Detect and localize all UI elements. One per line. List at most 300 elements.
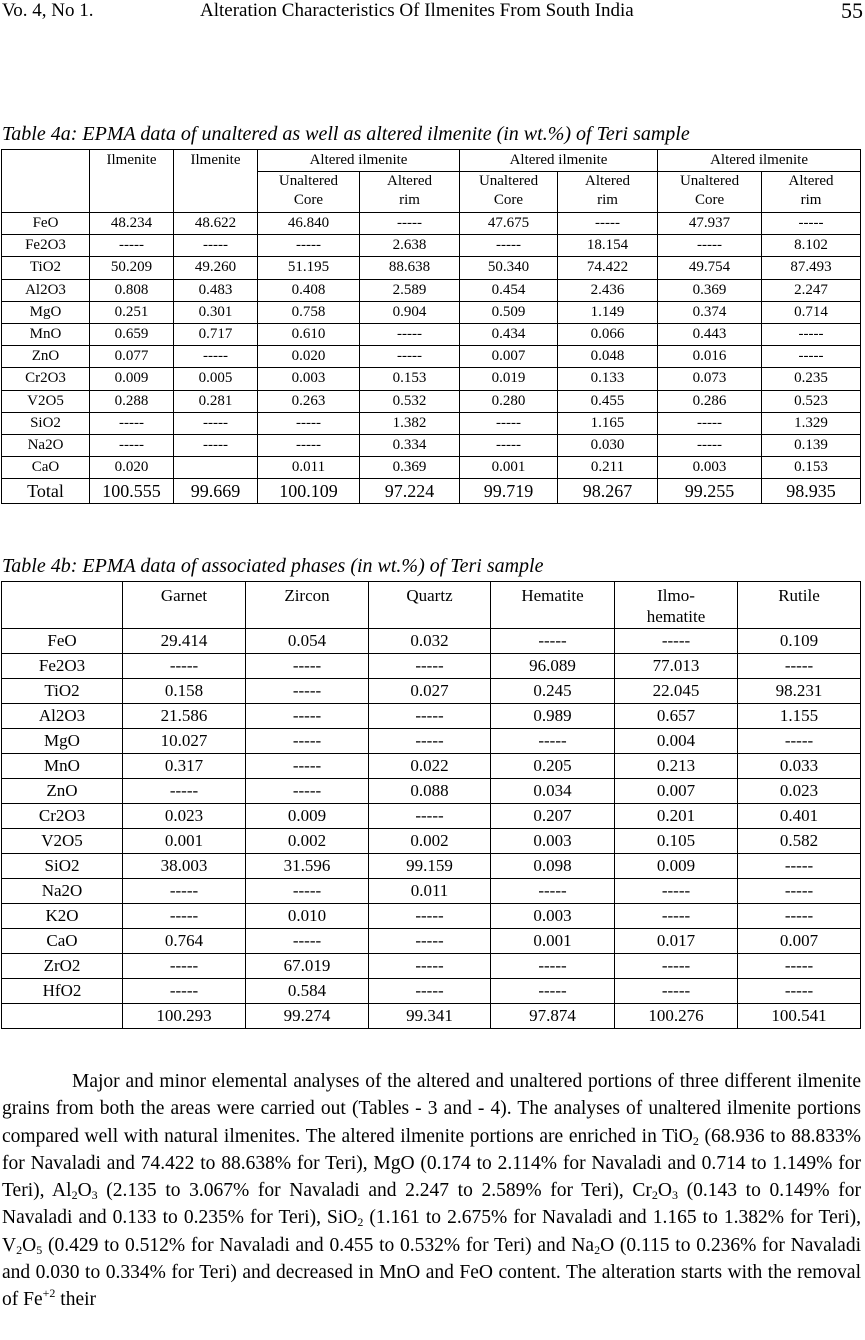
table-cell: ----- — [123, 654, 246, 679]
table-row — [2, 829, 861, 854]
column-subheader: Unaltered Core — [658, 172, 762, 213]
table-cell: 98.935 — [762, 479, 861, 504]
table-cell: 0.904 — [360, 301, 460, 323]
table-row — [2, 979, 861, 1004]
table-cell: ----- — [123, 954, 246, 979]
table-cell: 0.033 — [738, 754, 861, 779]
table-cell: 88.638 — [360, 257, 460, 279]
table-cell: 0.443 — [658, 323, 762, 345]
text-run: Major and minor elemental analyses of the altered and unaltered portions of three different ilmenite grains from both the areas were carried out (Tables - 3 and - 4). The analyses of unaltered ilmenite portions compared well with natural ilmenites. The altered ilmenite portions are enriched in TiO — [2, 1071, 861, 1147]
table-cell: 0.098 — [491, 854, 615, 879]
row-label: ZnO — [2, 346, 90, 368]
row-label: MgO — [2, 301, 90, 323]
table-cell: ----- — [369, 704, 491, 729]
table-cell: 0.483 — [174, 279, 258, 301]
table-cell: 0.073 — [658, 368, 762, 390]
table-row — [2, 779, 861, 804]
table-cell: 0.139 — [762, 434, 861, 456]
row-label: MgO — [2, 729, 123, 754]
table-cell: 0.659 — [90, 323, 174, 345]
row-label: FeO — [2, 629, 123, 654]
table-row — [2, 257, 861, 279]
table-cell: 0.509 — [460, 301, 558, 323]
row-label: TiO2 — [2, 257, 90, 279]
table-cell: ----- — [738, 979, 861, 1004]
table-cell: 0.007 — [615, 779, 738, 804]
table-cell: ----- — [460, 434, 558, 456]
table-cell: 0.280 — [460, 390, 558, 412]
table-cell: 99.341 — [369, 1004, 491, 1029]
table-cell: ----- — [90, 235, 174, 257]
subscript: 2 — [357, 1215, 364, 1230]
table-cell: 46.840 — [258, 213, 360, 235]
table-cell: 2.247 — [762, 279, 861, 301]
table-cell: 98.267 — [558, 479, 658, 504]
total-row — [2, 479, 861, 504]
table-cell: 0.369 — [360, 457, 460, 479]
table-cell: 0.532 — [360, 390, 460, 412]
table-cell: 38.003 — [123, 854, 246, 879]
table-cell: ----- — [246, 754, 369, 779]
table-cell: 50.340 — [460, 257, 558, 279]
table-cell: 100.109 — [258, 479, 360, 504]
subscript: 2 — [16, 1242, 23, 1257]
table-cell: 100.293 — [123, 1004, 246, 1029]
table-cell: ----- — [246, 704, 369, 729]
table-cell: ----- — [738, 954, 861, 979]
table-row — [2, 929, 861, 954]
table-cell: 99.255 — [658, 479, 762, 504]
table-cell: 0.020 — [258, 346, 360, 368]
table-cell: ----- — [360, 346, 460, 368]
table-cell: 0.002 — [246, 829, 369, 854]
table-row — [2, 904, 861, 929]
table-cell: 0.657 — [615, 704, 738, 729]
table-cell: 1.149 — [558, 301, 658, 323]
table-cell: 0.032 — [369, 629, 491, 654]
table-cell: 49.754 — [658, 257, 762, 279]
table-cell: 0.717 — [174, 323, 258, 345]
table-cell: 0.317 — [123, 754, 246, 779]
table-row — [2, 804, 861, 829]
text-run: their — [55, 1289, 97, 1311]
table-row — [2, 679, 861, 704]
table-cell: ----- — [615, 904, 738, 929]
table-cell: 0.066 — [558, 323, 658, 345]
running-header — [0, 0, 865, 28]
table-cell: 0.408 — [258, 279, 360, 301]
row-label: Fe2O3 — [2, 235, 90, 257]
table-cell: 0.105 — [615, 829, 738, 854]
table-row — [2, 368, 861, 390]
table-cell: 0.281 — [174, 390, 258, 412]
table-cell: 21.586 — [123, 704, 246, 729]
table-cell: 98.231 — [738, 679, 861, 704]
table-cell: 0.582 — [738, 829, 861, 854]
table-row — [2, 390, 861, 412]
table-cell: ----- — [738, 854, 861, 879]
column-subheader: Altered rim — [360, 172, 460, 213]
table-cell: 22.045 — [615, 679, 738, 704]
column-header: Rutile — [738, 582, 861, 629]
column-header: Ilmenite — [90, 150, 174, 213]
table-cell: 0.401 — [738, 804, 861, 829]
table-cell: 0.207 — [491, 804, 615, 829]
table-cell: ----- — [491, 729, 615, 754]
table-cell: ----- — [246, 779, 369, 804]
table-row — [2, 729, 861, 754]
table-cell: 0.133 — [558, 368, 658, 390]
text-run: O (0.115 to 0.236% for Navaladi and 0.030 to 0.334% for Teri) and decreased in MnO and FeO content. The alteration starts with the removal of Fe — [2, 1234, 861, 1311]
table-cell: ----- — [369, 729, 491, 754]
table-row — [2, 854, 861, 879]
table-row — [2, 213, 861, 235]
table-cell: ----- — [558, 213, 658, 235]
table-cell: 47.937 — [658, 213, 762, 235]
table-cell: 0.088 — [369, 779, 491, 804]
table-cell: 1.382 — [360, 412, 460, 434]
table-row — [2, 412, 861, 434]
table-cell: 99.669 — [174, 479, 258, 504]
table-cell: 0.034 — [491, 779, 615, 804]
table-cell: ----- — [615, 979, 738, 1004]
table-cell: ----- — [369, 954, 491, 979]
text-run: (68.936 to 88.833% for Navaladi and 74.422 to 88.638% for Teri), MgO (0.174 to 2.114% for Navaladi and 0.714 to 1.149% for Teri), Al — [2, 1125, 861, 1202]
table-cell: 99.719 — [460, 479, 558, 504]
table-cell: 31.596 — [246, 854, 369, 879]
table-row — [2, 279, 861, 301]
table-cell: 74.422 — [558, 257, 658, 279]
row-label: FeO — [2, 213, 90, 235]
table-cell: ----- — [246, 879, 369, 904]
table-cell: 0.077 — [90, 346, 174, 368]
table-row — [2, 1004, 861, 1029]
table-cell: 0.001 — [460, 457, 558, 479]
table-cell: ----- — [369, 904, 491, 929]
table-cell: 0.009 — [246, 804, 369, 829]
text-run: (1.161 to 2.675% for Navaladi and 1.165 to 1.382% for Teri), V — [2, 1207, 861, 1256]
table-cell: 0.022 — [369, 754, 491, 779]
table-cell: 99.159 — [369, 854, 491, 879]
page-number: 55 — [841, 0, 863, 23]
column-subheader: Unaltered Core — [460, 172, 558, 213]
subscript: 5 — [36, 1242, 43, 1257]
table-cell: 0.023 — [123, 804, 246, 829]
table-cell: 0.153 — [762, 457, 861, 479]
table-cell: 99.274 — [246, 1004, 369, 1029]
table-cell: 67.019 — [246, 954, 369, 979]
table-cell: 0.714 — [762, 301, 861, 323]
body-paragraph — [2, 1068, 861, 1314]
table-row — [2, 346, 861, 368]
column-group-header: Altered ilmenite — [460, 150, 658, 172]
row-label: MnO — [2, 754, 123, 779]
table-cell: 0.010 — [246, 904, 369, 929]
table-cell: ----- — [738, 879, 861, 904]
table-cell: 29.414 — [123, 629, 246, 654]
table-cell: 0.211 — [558, 457, 658, 479]
row-label: Fe2O3 — [2, 654, 123, 679]
table-cell: 0.011 — [258, 457, 360, 479]
table-cell: ----- — [123, 904, 246, 929]
table-cell: ----- — [491, 954, 615, 979]
table-cell: 0.374 — [658, 301, 762, 323]
text-run: (2.135 to 3.067% for Navaladi and 2.247 to 2.589% for Teri), Cr — [97, 1180, 652, 1202]
table-cell: 0.213 — [615, 754, 738, 779]
table-cell: ----- — [246, 729, 369, 754]
table-cell: 96.089 — [491, 654, 615, 679]
subscript: 2 — [71, 1188, 78, 1203]
table-cell: ----- — [658, 412, 762, 434]
table-row — [2, 754, 861, 779]
row-label: V2O5 — [2, 829, 123, 854]
table-cell: 51.195 — [258, 257, 360, 279]
table-cell: 0.764 — [123, 929, 246, 954]
table-cell: ----- — [258, 434, 360, 456]
table-cell: ----- — [90, 412, 174, 434]
table-row — [2, 457, 861, 479]
table-cell: 0.005 — [174, 368, 258, 390]
table-cell: 97.874 — [491, 1004, 615, 1029]
table-row — [2, 654, 861, 679]
table-cell: 0.054 — [246, 629, 369, 654]
subscript: 2 — [594, 1242, 601, 1257]
subscript: 2 — [651, 1188, 658, 1203]
column-subheader: Altered rim — [762, 172, 861, 213]
column-header: Zircon — [246, 582, 369, 629]
text-run: O — [657, 1180, 672, 1202]
table-cell: 0.002 — [369, 829, 491, 854]
table-cell: 0.301 — [174, 301, 258, 323]
table-cell: 48.622 — [174, 213, 258, 235]
table-cell: ----- — [246, 929, 369, 954]
table-cell: 0.808 — [90, 279, 174, 301]
table-cell: 0.989 — [491, 704, 615, 729]
table-cell: 0.758 — [258, 301, 360, 323]
table-cell: 100.555 — [90, 479, 174, 504]
table-row — [2, 954, 861, 979]
table-cell: 0.003 — [258, 368, 360, 390]
table-cell: 0.201 — [615, 804, 738, 829]
table-cell: ----- — [174, 412, 258, 434]
table-cell: 0.011 — [369, 879, 491, 904]
subscript: 2 — [692, 1133, 699, 1148]
table-cell: 47.675 — [460, 213, 558, 235]
table-cell: 49.260 — [174, 257, 258, 279]
table-cell: ----- — [369, 929, 491, 954]
table-cell: 0.004 — [615, 729, 738, 754]
row-label: CaO — [2, 457, 90, 479]
table-4a — [1, 149, 861, 504]
table-cell: ----- — [369, 654, 491, 679]
row-label: Cr2O3 — [2, 368, 90, 390]
table-cell: 0.003 — [491, 904, 615, 929]
table-cell: ----- — [360, 323, 460, 345]
table-cell: ----- — [369, 979, 491, 1004]
row-label: SiO2 — [2, 412, 90, 434]
table-row — [2, 323, 861, 345]
paragraph-text — [2, 1068, 861, 1314]
table-cell: 50.209 — [90, 257, 174, 279]
table-cell: 0.286 — [658, 390, 762, 412]
table-cell: 2.589 — [360, 279, 460, 301]
table-cell: 0.001 — [123, 829, 246, 854]
table-4b-header-row — [2, 582, 861, 629]
table-cell: 0.235 — [762, 368, 861, 390]
row-label: Cr2O3 — [2, 804, 123, 829]
table-cell: 0.455 — [558, 390, 658, 412]
row-label: TiO2 — [2, 679, 123, 704]
table-cell: 2.436 — [558, 279, 658, 301]
column-header: Hematite — [491, 582, 615, 629]
table-cell: 0.020 — [90, 457, 174, 479]
table-cell: 0.003 — [658, 457, 762, 479]
row-label: Na2O — [2, 434, 90, 456]
table-cell: 0.263 — [258, 390, 360, 412]
table-cell: 0.019 — [460, 368, 558, 390]
table-row — [2, 235, 861, 257]
column-header: Quartz — [369, 582, 491, 629]
table-cell: 18.154 — [558, 235, 658, 257]
table-cell: 0.003 — [491, 829, 615, 854]
table-cell: 1.329 — [762, 412, 861, 434]
text-run: (0.429 to 0.512% for Navaladi and 0.455 to 0.532% for Teri) and Na — [42, 1234, 595, 1256]
table-cell: ----- — [258, 235, 360, 257]
table-cell: ----- — [246, 654, 369, 679]
table-4b-caption: Table 4b: EPMA data of associated phases (in wt.%) of Teri sample — [2, 555, 544, 577]
table-cell: 0.007 — [738, 929, 861, 954]
column-subheader: Unaltered Core — [258, 172, 360, 213]
table-cell: ----- — [460, 412, 558, 434]
table-cell: 100.276 — [615, 1004, 738, 1029]
table-cell: ----- — [123, 979, 246, 1004]
row-label: MnO — [2, 323, 90, 345]
table-cell: ----- — [658, 434, 762, 456]
table-4a-caption: Table 4a: EPMA data of unaltered as well as altered ilmenite (in wt.%) of Teri sample — [2, 123, 690, 145]
table-cell: 2.638 — [360, 235, 460, 257]
table-cell: 0.158 — [123, 679, 246, 704]
table-cell: 0.245 — [491, 679, 615, 704]
table-cell: ----- — [615, 954, 738, 979]
table-cell: 1.155 — [738, 704, 861, 729]
table-cell: 0.027 — [369, 679, 491, 704]
column-header: Garnet — [123, 582, 246, 629]
table-cell: ----- — [738, 904, 861, 929]
table-cell: 0.369 — [658, 279, 762, 301]
running-title: Alteration Characteristics Of Ilmenites From South India — [200, 0, 634, 21]
row-label: Total — [2, 479, 90, 504]
table-cell: ----- — [762, 323, 861, 345]
table-row — [2, 879, 861, 904]
table-row — [2, 629, 861, 654]
table-cell: ----- — [174, 434, 258, 456]
table-cell: 97.224 — [360, 479, 460, 504]
table-cell: 0.023 — [738, 779, 861, 804]
table-cell: ----- — [174, 346, 258, 368]
table-cell: 0.009 — [615, 854, 738, 879]
row-label: Al2O3 — [2, 279, 90, 301]
superscript: +2 — [42, 1286, 56, 1301]
table-cell: 77.013 — [615, 654, 738, 679]
table-cell: ----- — [90, 434, 174, 456]
table-cell: 0.030 — [558, 434, 658, 456]
table-cell: ----- — [174, 235, 258, 257]
table-cell: ----- — [491, 879, 615, 904]
table-cell: 87.493 — [762, 257, 861, 279]
row-label: V2O5 — [2, 390, 90, 412]
journal-volume: Vo. 4, No 1. — [2, 0, 94, 21]
table-cell: 0.434 — [460, 323, 558, 345]
row-label: SiO2 — [2, 854, 123, 879]
row-label — [2, 1004, 123, 1029]
table-cell: 10.027 — [123, 729, 246, 754]
table-cell: 0.610 — [258, 323, 360, 345]
table-4b — [1, 581, 861, 1029]
column-header: Ilmenite — [174, 150, 258, 213]
table-cell: 1.165 — [558, 412, 658, 434]
row-label: HfO2 — [2, 979, 123, 1004]
table-cell: ----- — [123, 779, 246, 804]
table-cell: ----- — [460, 235, 558, 257]
row-label: K2O — [2, 904, 123, 929]
table-cell: ----- — [258, 412, 360, 434]
table-cell: ----- — [360, 213, 460, 235]
table-cell: ----- — [246, 679, 369, 704]
table-cell: 0.523 — [762, 390, 861, 412]
table-cell: 0.001 — [491, 929, 615, 954]
table-cell: 0.288 — [90, 390, 174, 412]
text-run: (0.143 to 0.149% for Navaladi and 0.133 to 0.235% for Teri), SiO — [2, 1180, 861, 1229]
table-cell: 0.016 — [658, 346, 762, 368]
table-cell: 0.584 — [246, 979, 369, 1004]
table-cell: 0.009 — [90, 368, 174, 390]
table-cell: 100.541 — [738, 1004, 861, 1029]
table-cell: ----- — [762, 213, 861, 235]
table-cell: 0.251 — [90, 301, 174, 323]
column-header: Ilmo- hematite — [615, 582, 738, 629]
table-cell: ----- — [738, 654, 861, 679]
column-group-header: Altered ilmenite — [658, 150, 861, 172]
table-cell: 48.234 — [90, 213, 174, 235]
table-cell: ----- — [369, 804, 491, 829]
header-corner — [2, 582, 123, 629]
row-label: ZnO — [2, 779, 123, 804]
table-cell: ----- — [658, 235, 762, 257]
column-group-header: Altered ilmenite — [258, 150, 460, 172]
table-cell: 0.454 — [460, 279, 558, 301]
table-cell: ----- — [491, 979, 615, 1004]
header-corner — [2, 150, 90, 213]
text-run: O — [22, 1234, 37, 1256]
subscript: 3 — [672, 1188, 678, 1203]
table-row — [2, 434, 861, 456]
table-row — [2, 301, 861, 323]
table-cell: 0.334 — [360, 434, 460, 456]
table-cell: ----- — [123, 879, 246, 904]
table-4a-header-row — [2, 150, 861, 172]
column-subheader: Altered rim — [558, 172, 658, 213]
table-cell: 0.153 — [360, 368, 460, 390]
table-cell: ----- — [615, 629, 738, 654]
table-cell: 0.205 — [491, 754, 615, 779]
table-cell: 0.017 — [615, 929, 738, 954]
table-cell: ----- — [491, 629, 615, 654]
table-row — [2, 704, 861, 729]
table-cell: ----- — [615, 879, 738, 904]
table-cell: ----- — [762, 346, 861, 368]
row-label: CaO — [2, 929, 123, 954]
row-label: Na2O — [2, 879, 123, 904]
